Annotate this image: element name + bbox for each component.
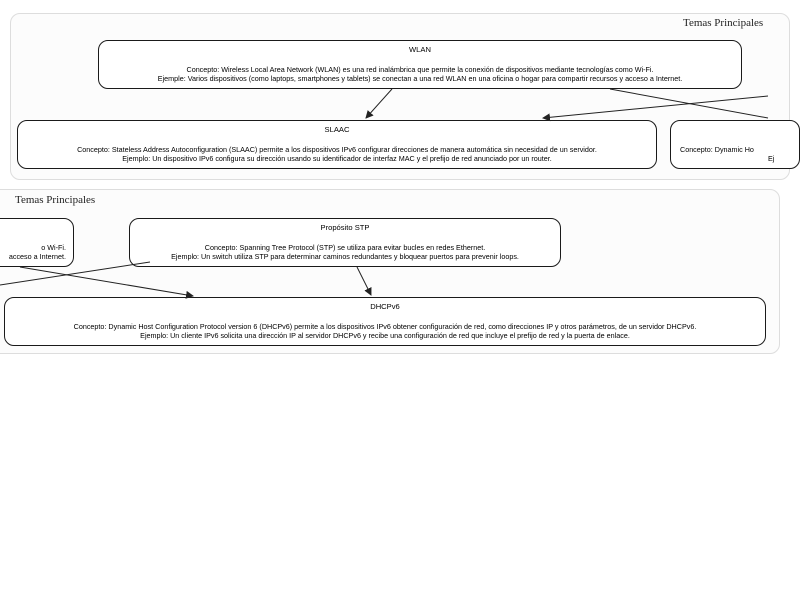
node-dhcpv6-ejemplo: Ejemplo: Un cliente IPv6 solicita una dirección IP al servidor DHCPv6 y recibe una configuración de red que incluye el prefijo de red y la puerta de enlace. [140, 331, 630, 340]
node-stp-concepto: Concepto: Spanning Tree Protocol (STP) se utiliza para evitar bucles en redes Ethernet. [204, 243, 486, 252]
node-dhcpv6-concepto: Concepto: Dynamic Host Configuration Protocol version 6 (DHCPv6) permite a los dispositivos IPv6 obtener configuración de red, como direcciones IP y otros parámetros, de un servidor DHCPv6. [73, 322, 697, 331]
node-dhcpv6-partial-concepto: Concepto: Dynamic Ho [680, 145, 754, 154]
edge-stp-offscreen [0, 262, 150, 285]
edge-wlan-slaac [366, 89, 392, 118]
edge-wlan-offscreen [610, 89, 768, 118]
node-slaac-ejemplo: Ejemplo: Un dispositivo IPv6 configura su dirección usando su identificador de interfaz MAC y el prefijo de red anunciado por un router. [122, 154, 552, 163]
node-wlan-ejemplo: Ejemple: Varios dispositivos (como laptops, smartphones y tablets) se conectan a una red WLAN en una oficina o hogar para compartir recursos y acceso a Internet. [157, 74, 683, 83]
node-wlan-partial-ejemplo: acceso a Internet. [8, 252, 66, 261]
node-slaac-title: SLAAC [324, 125, 350, 134]
node-wlan-title: WLAN [409, 45, 431, 54]
node-slaac-concepto: Concepto: Stateless Address Autoconfiguration (SLAAC) permite a los dispositivos IPv6 configurar direcciones de manera automática sin necesidad de un servidor. [77, 145, 597, 154]
edge-stp-dhcpv6 [357, 267, 371, 295]
node-stp-ejemplo: Ejemplo: Un switch utiliza STP para determinar caminos redundantes y bloquear puertos para prevenir loops. [171, 252, 519, 261]
node-wlan-partial-concepto: o Wi-Fi. [41, 243, 66, 252]
edge-wlan-dhcpv6 [20, 267, 193, 296]
node-wlan-concepto: Concepto: Wireless Local Area Network (WLAN) es una red inalámbrica que permite la conexión de dispositivos mediante tecnologías como Wi-Fi. [186, 65, 654, 74]
edge-offscreen-slaac [543, 96, 768, 118]
cluster-title-bottom: Temas Principales [15, 194, 96, 206]
node-dhcpv6-title: DHCPv6 [370, 302, 400, 311]
cluster-title-top: Temas Principales [683, 17, 764, 29]
node-stp-title: Propósito STP [320, 223, 370, 232]
node-dhcpv6-partial-ejemplo: Ej [768, 154, 775, 163]
